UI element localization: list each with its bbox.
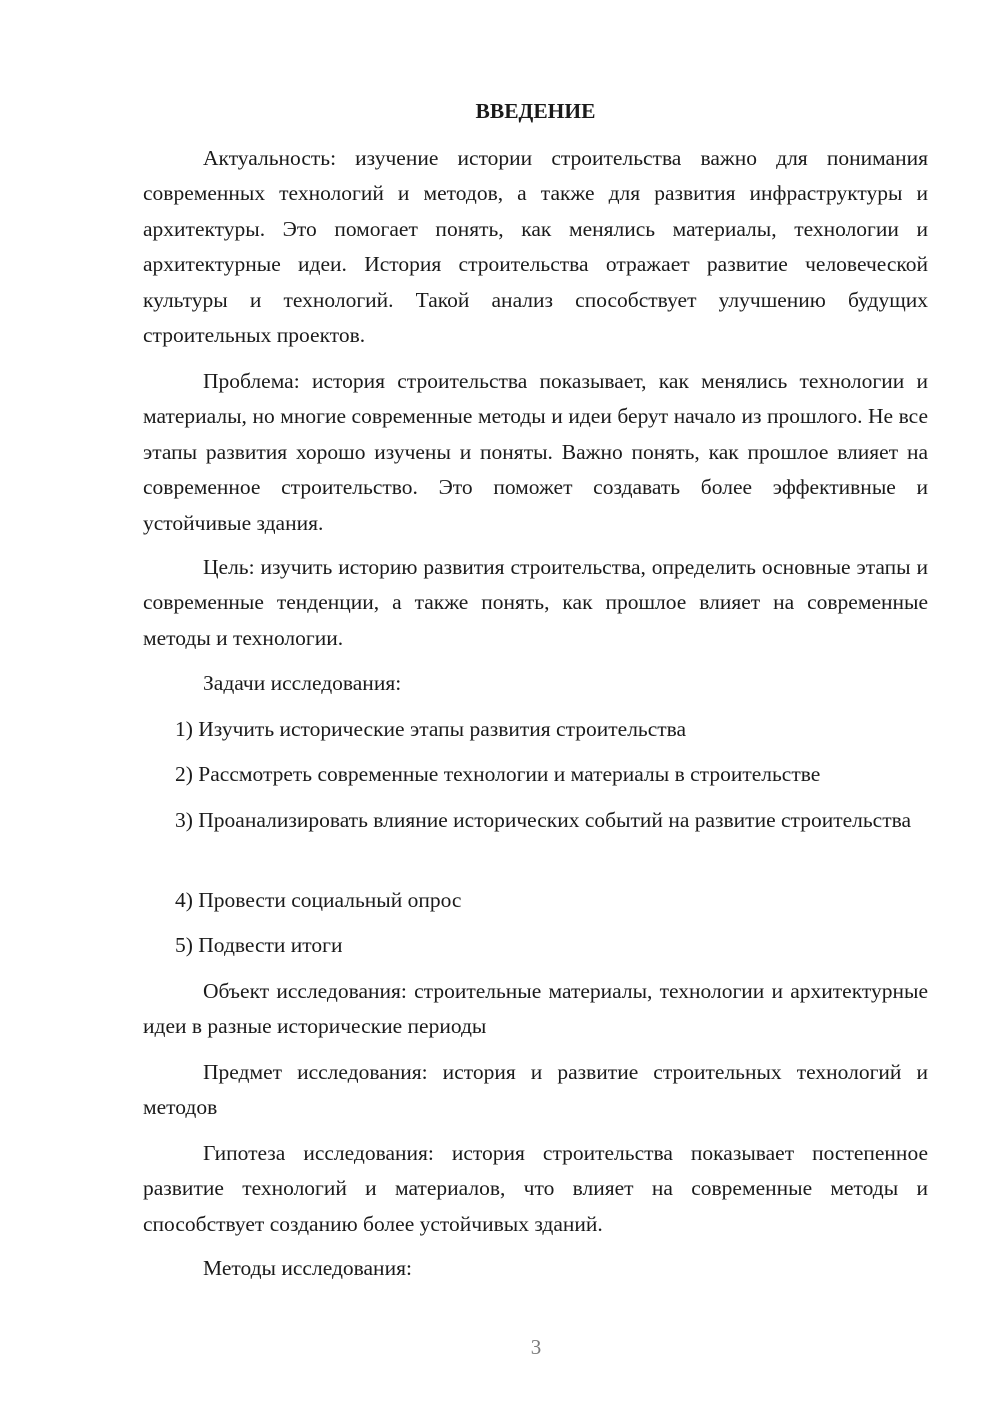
subject-paragraph: Предмет исследования: история и развитие строительных технологий и методов [143, 1060, 928, 1120]
task-item: 1) Изучить исторические этапы развития строительства [175, 717, 687, 741]
methods-heading: Методы исследования: [203, 1256, 412, 1280]
task-item: 5) Подвести итоги [175, 933, 343, 957]
task-item: 2) Рассмотреть современные технологии и материалы в строительстве [175, 762, 821, 786]
task-item: 3) Проанализировать влияние исторических событий на развитие строительства [175, 808, 912, 832]
hypothesis-paragraph: Гипотеза исследования: история строительства показывает постепенное развитие технологий и материалов, что влияет на современные методы и способствует созданию более устойчивых зданий. [143, 1141, 928, 1236]
relevance-paragraph: Актуальность: изучение истории строительства важно для понимания современных технологий и методов, а также для развития инфраструктуры и архитектуры. Это помогает понять, как менялись материалы, технологии и архитектурные идеи. История строительства отражает развитие человеческой культуры и технологий. Такой анализ способствует улучшению будущих строительных проектов. [143, 146, 928, 348]
object-paragraph: Объект исследования: строительные материалы, технологии и архитектурные идеи в разные исторические периоды [143, 979, 928, 1039]
problem-paragraph: Проблема: история строительства показывает, как менялись технологии и материалы, но многие современные методы и идеи берут начало из прошлого. Не все этапы развития хорошо изучены и поняты. Важно понять, как прошлое влияет на современное строительство. Это поможет создавать более эффективные и устойчивые здания. [143, 369, 928, 535]
goal-paragraph: Цель: изучить историю развития строительства, определить основные этапы и современные тенденции, а также понять, как прошлое влияет на современные методы и технологии. [143, 555, 928, 650]
tasks-heading: Задачи исследования: [203, 671, 402, 695]
page-number: 3 [530, 1335, 542, 1359]
page-title: ВВЕДЕНИЕ [475, 99, 596, 123]
task-item: 4) Провести социальный опрос [175, 888, 462, 912]
